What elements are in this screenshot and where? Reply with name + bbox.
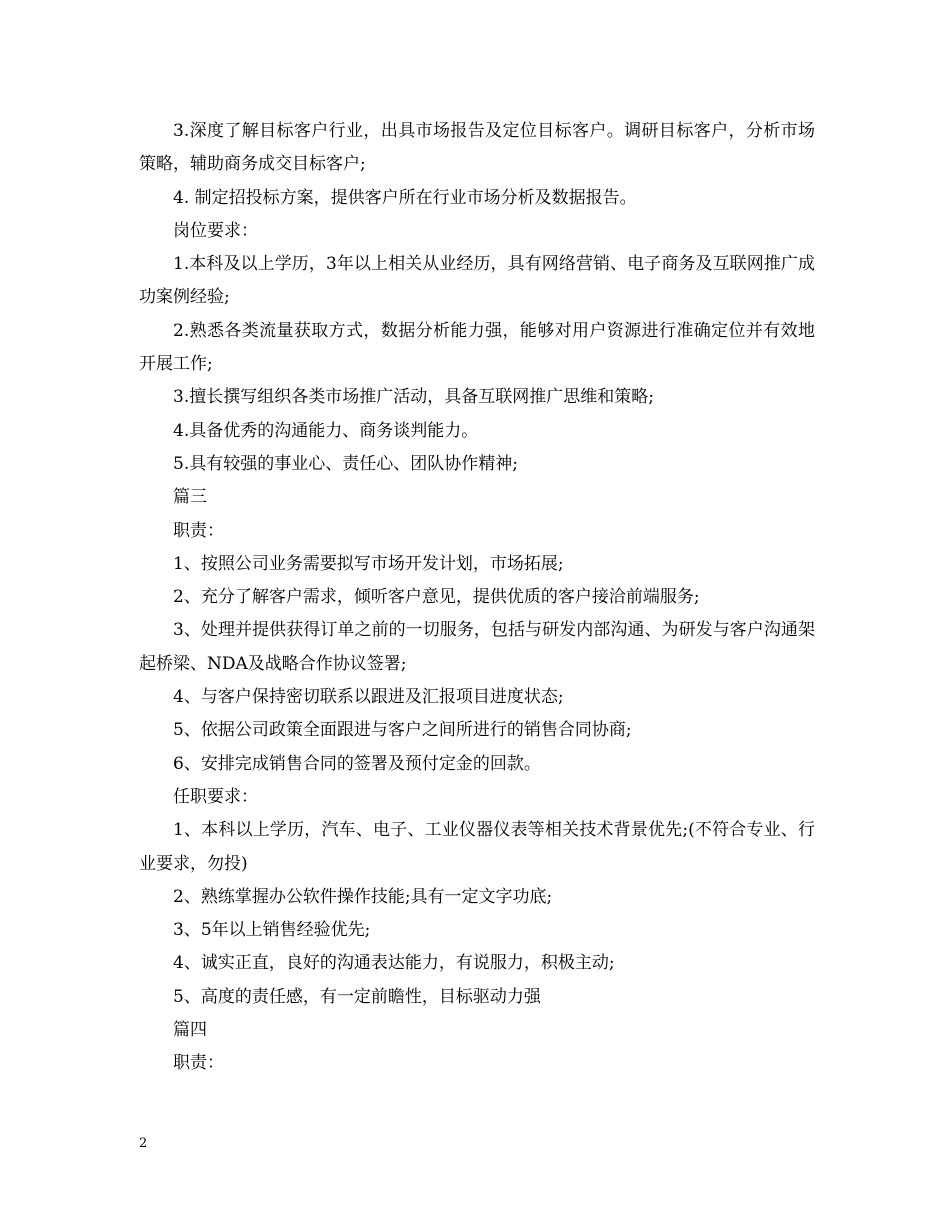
- paragraph: 2、熟练掌握办公软件操作技能;具有一定文字功底;: [173, 886, 553, 907]
- paragraph: 1、按照公司业务需要拟写市场开发计划，市场拓展;: [173, 553, 564, 574]
- paragraph: 2.熟悉各类流量获取方式，数据分析能力强，能够对用户资源进行准确定位并有效地开展工作;: [139, 320, 815, 375]
- paragraph: 3.擅长撰写组织各类市场推广活动，具备互联网推广思维和策略;: [173, 387, 654, 408]
- paragraph: 5.具有较强的事业心、责任心、团队协作精神;: [173, 453, 518, 474]
- paragraph: 4、诚实正直，良好的沟通表达能力，有说服力，积极主动;: [173, 953, 615, 974]
- section-heading: 篇四: [173, 1020, 207, 1041]
- section-heading: 任职要求：: [173, 786, 258, 807]
- paragraph: 4、与客户保持密切联系以跟进及汇报项目进度状态;: [173, 687, 564, 708]
- paragraph: 4.具备优秀的沟通能力、商务谈判能力。: [173, 420, 479, 441]
- paragraph: 1、本科以上学历，汽车、电子、工业仪器仪表等相关技术背景优先;(不符合专业、行业要求，勿投): [139, 820, 815, 874]
- section-heading: 岗位要求：: [173, 220, 258, 241]
- paragraph: 5、高度的责任感，有一定前瞻性，目标驱动力强: [173, 986, 541, 1007]
- section-heading: 职责：: [173, 1053, 224, 1074]
- section-heading: 篇三: [173, 487, 207, 508]
- paragraph: 6、安排完成销售合同的签署及预付定金的回款。: [173, 753, 541, 774]
- document-body: [139, 115, 815, 1081]
- paragraph: 1.本科及以上学历，3年以上相关从业经历，具有网络营销、电子商务及互联网推广成功案例经验;: [139, 254, 815, 308]
- paragraph: 3、5年以上销售经验优先;: [173, 920, 371, 941]
- paragraph: 4. 制定招投标方案，提供客户所在行业市场分析及数据报告。: [173, 187, 637, 208]
- page-number: 2: [139, 1136, 148, 1151]
- paragraph: 2、充分了解客户需求，倾听客户意见，提供优质的客户接洽前端服务;: [173, 587, 700, 608]
- paragraph: 5、依据公司政策全面跟进与客户之间所进行的销售合同协商;: [173, 720, 632, 741]
- paragraph: 3、处理并提供获得订单之前的一切服务，包括与研发内部沟通、为研发与客户沟通架起桥梁、NDA及战略合作协议签署;: [139, 620, 815, 674]
- section-heading: 职责：: [173, 520, 224, 541]
- paragraph: 3.深度了解目标客户行业，出具市场报告及定位目标客户。调研目标客户，分析市场策略，辅助商务成交目标客户;: [139, 121, 815, 175]
